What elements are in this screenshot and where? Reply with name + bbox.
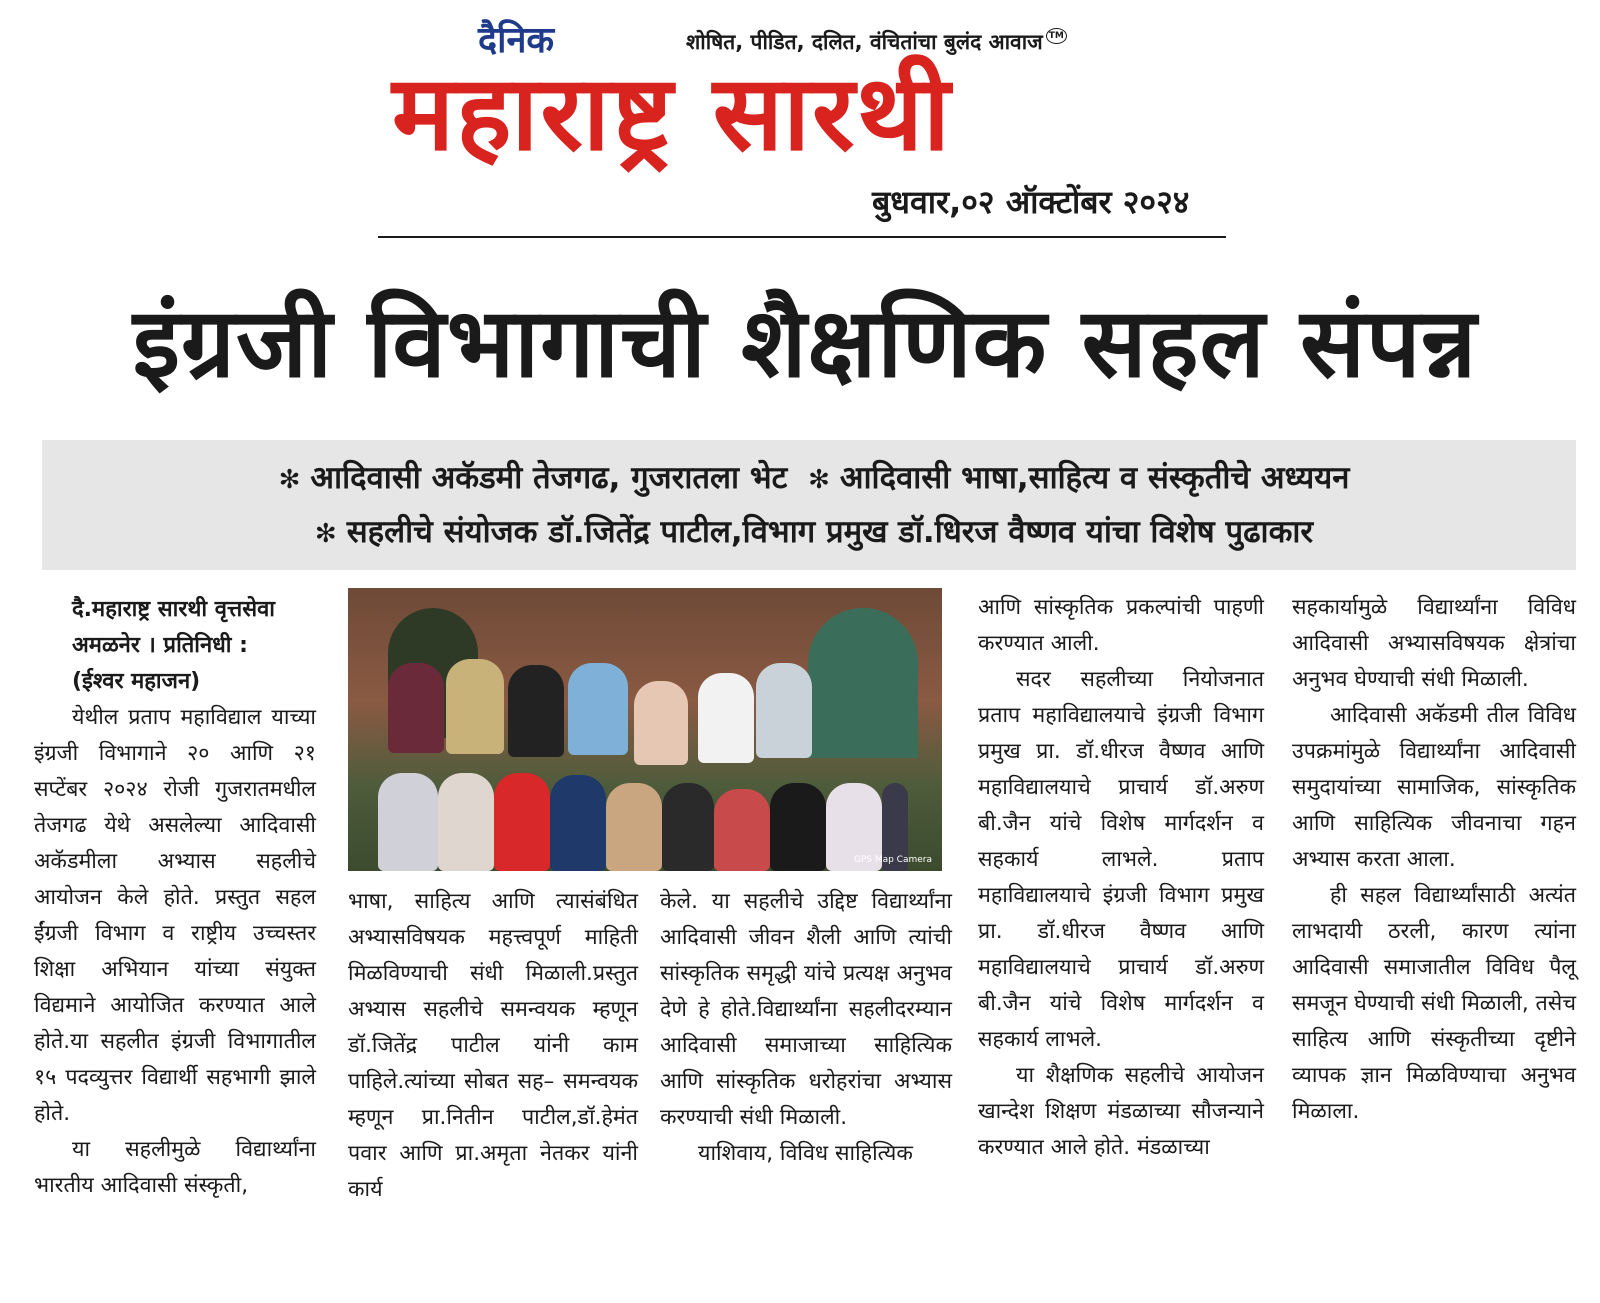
asterisk-icon: ✻ (314, 519, 337, 549)
paragraph: केले. या सहलीचे उद्दिष्ट विद्यार्थ्यांना आदिवासी जीवन शैली आणि त्यांची सांस्कृतिक समृद्धी यांचे प्रत्यक्ष अनुभव देणे हे होते.विद्यार्थ्यांना सहलीदरम्यान आदिवासी समाजाच्या साहित्यिक आणि सांस्कृतिक धरोहरांचा अभ्यास करण्याची संधी मिळाली. (660, 889, 952, 1130)
masthead-divider (378, 236, 1226, 238)
masthead-dainik: दैनिक (478, 20, 555, 61)
paragraph: या शैक्षणिक सहलीचे आयोजन खान्देश शिक्षण मंडळाच्या सौजन्याने करण्यात आले होते. मंडळाच्या (978, 1063, 1264, 1160)
asterisk-icon: ✻ (278, 465, 301, 495)
article-column-1 (34, 592, 316, 1204)
photo-watermark: GPS Map Camera (853, 855, 932, 865)
paragraph: ही सहल विद्यार्थ्यांसाठी अत्यंत लाभदायी ठरली, कारण त्यांना आदिवासी समाजातील विविध पैलू समजून घेण्याची संधी मिळाली, तसेच साहित्य आणि संस्कृतीच्या दृष्टीने व्यापक ज्ञान मिळविण्याचा अनुभव मिळाला. (1292, 883, 1576, 1124)
highlight-item: आदिवासी अकॅडमी तेजगढ, गुजरातला भेट (310, 460, 788, 496)
article-column-2 (348, 884, 638, 1208)
paragraph: सहकार्यामुळे विद्यार्थ्यांना विविध आदिवासी अभ्यासविषयक क्षेत्रांचा अनुभव घेण्याची संधी मिळाली. (1292, 595, 1576, 692)
newspaper-name: महाराष्ट्र सारथी (392, 52, 952, 174)
article-column-5 (1292, 590, 1576, 1130)
paragraph: आदिवासी अकॅडमी तील विविध उपक्रमांमुळे विद्यार्थ्यांना आदिवासी समुदायांच्या सामाजिक, सांस्कृतिक आणि साहित्यिक जीवनाचा गहन अभ्यास करता आला. (1292, 703, 1576, 872)
highlights-line-2 (42, 510, 1576, 552)
byline-agency: दै.महाराष्ट्र सारथी वृत्तसेवा (72, 597, 275, 622)
issue-date: बुधवार,०२ ऑक्टोंबर २०२४ (872, 183, 1190, 221)
highlight-item: आदिवासी भाषा,साहित्य व संस्कृतीचे अध्ययन (839, 460, 1350, 496)
byline-place: अमळनेर । प्रतिनिधी : (72, 633, 248, 658)
trademark-icon: TM (1046, 28, 1067, 44)
group-photo (348, 588, 942, 871)
paragraph: याशिवाय, विविध साहित्यिक (698, 1141, 913, 1166)
paragraph: येथील प्रताप महाविद्याल याच्या इंग्रजी विभागाने २० आणि २१ सप्टेंबर २०२४ रोजी गुजरातमधील तेजगढ येथे असलेल्या आदिवासी अकॅडमीला अभ्यास सहलीचे आयोजन केले होते. प्रस्तुत सहल ईंग्रजी विभाग व राष्ट्रीय उच्चस्तर शिक्षा अभियान यांच्या संयुक्त विद्यमाने आयोजित करण्यात आले होते.या सहलीत इंग्रजी विभागातील १५ पदव्युत्तर विद्यार्थी सहभागी झाले होते. (34, 705, 316, 1126)
article-column-3 (660, 884, 952, 1172)
paragraph: सदर सहलीच्या नियोजनात प्रताप महाविद्यालयाचे इंग्रजी विभाग प्रमुख प्रा. डॉ.धीरज वैष्णव आणि महाविद्यालयाचे प्राचार्य डॉ.अरुण बी.जैन यांचे विशेष मार्गदर्शन व सहकार्य लाभले. प्रताप महाविद्यालयाचे इंग्रजी विभाग प्रमुख प्रा. डॉ.धीरज वैष्णव आणि महाविद्यालयाचे प्राचार्य डॉ.अरुण बी.जैन यांचे विशेष मार्गदर्शन व सहकार्य लाभले. (978, 667, 1264, 1052)
highlight-item: सहलीचे संयोजक डॉ.जितेंद्र पाटील,विभाग प्रमुख डॉ.धिरज वैष्णव यांचा विशेष पुढाकार (346, 514, 1314, 550)
highlights-box (42, 440, 1576, 570)
tagline-text: शोषित, पीडित, दलित, वंचितांचा बुलंद आवाज (686, 30, 1043, 54)
paragraph: भाषा, साहित्य आणि त्यासंबंधित अभ्यासविषयक महत्त्वपूर्ण माहिती मिळविण्याची संधी मिळाली.प्रस्तुत अभ्यास सहलीचे समन्वयक म्हणून डॉ.जितेंद्र पाटील यांनी काम पाहिले.त्यांच्या सोबत सह– समन्वयक म्हणून प्रा.नितीन पाटील,डॉ.हेमंत पवार आणि प्रा.अमृता नेतकर यांनी कार्य (348, 889, 638, 1202)
article-headline: इंग्रजी विभागाची शैक्षणिक सहल संपन्न (132, 287, 1478, 399)
article-column-4 (978, 590, 1264, 1166)
asterisk-icon: ✻ (808, 465, 830, 495)
paragraph: या सहलीमुळे विद्यार्थ्यांना भारतीय आदिवासी संस्कृती, (34, 1137, 316, 1198)
photo-people (378, 633, 908, 871)
paragraph: आणि सांस्कृतिक प्रकल्पांची पाहणी करण्यात आली. (978, 595, 1264, 656)
masthead (0, 0, 1600, 245)
byline-reporter: (ईश्वर महाजन) (72, 669, 201, 694)
byline (34, 592, 316, 700)
highlights-line-1 (42, 456, 1576, 498)
